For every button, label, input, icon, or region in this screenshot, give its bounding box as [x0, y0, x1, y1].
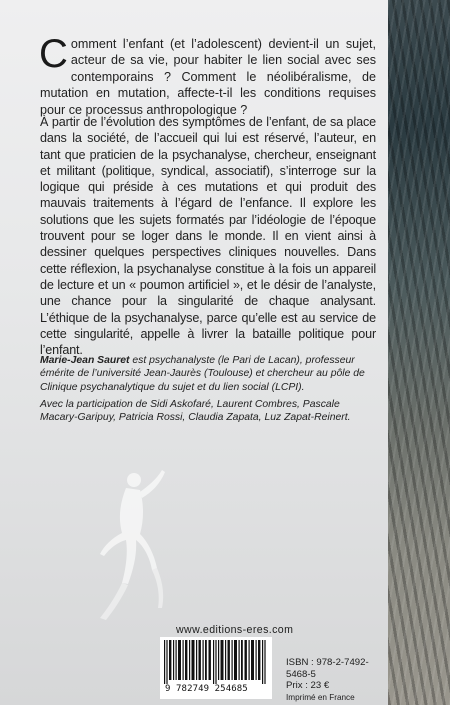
printed-in-text: Imprimé en France [286, 692, 355, 702]
publication-info [286, 657, 388, 703]
drop-cap: C [39, 32, 68, 76]
grass-photo-strip [388, 0, 450, 705]
publisher-website: www.editions-eres.com [176, 624, 294, 636]
summary-paragraph: À partir de l’évolution des symptômes de l’enfant, de sa place dans la société, de l’accueil qui lui est réservé, l’auteur, en tant que praticien de la psychanalyse, chercheur, enseignant et militant (politique, syndical, associatif), s’interroge sur la logique qui préside à ces mutations et qui produit des mauvais traitements à l’égard de l’enfance. Il explore les solutions que les sujets formatés par l’idéologie de l’époque trouvent pour se loger dans le monde. Il en vient ainsi à dessiner quelques perspectives cliniques nouvelles. Dans cette réflexion, la psychanalyse constitue à la fois un appareil de lecture et un « poumon artificiel », et le désir de l’analyste, une chance pour la singularité de chaque analysant. L’éthique de la psychanalyse, parce qu’elle est au service de cette singularité, appelle à livrer la bataille politique pour l’enfant. [40, 115, 376, 358]
intro-paragraph [39, 32, 376, 118]
barcode-bars [164, 640, 268, 684]
isbn-barcode [160, 637, 272, 699]
author-name: Marie-Jean Sauret [40, 355, 130, 366]
barcode-number: 9 782749 254685 [165, 684, 248, 694]
dancer-figure-illustration [82, 458, 177, 623]
author-description: est psychanalyste (le Pari de Lacan), professeur émérite de l’université Jean-Jaurès (Toulouse) et chercheur au pôle de Clinique psychanalytique du sujet et du lien social (LCPI). [40, 355, 365, 393]
author-bio [40, 354, 376, 394]
isbn-text: ISBN : 978-2-7492-5468-5 [286, 657, 369, 680]
participants-note: Avec la participation de Sidi Askofaré, Laurent Combres, Pascale Macary-Garipuy, Patricia Rossi, Claudia Zapata, Luz Zapat-Reinert. [40, 399, 351, 424]
price-text: Prix : 23 € [286, 680, 330, 692]
intro-text: omment l’enfant (et l’adolescent) devient-il un sujet, acteur de sa vie, pour habiter le lien social avec ses contemporains ? Comment le néolibéralisme, de mutation en mutation, affecte-t-il les conditions requises pour ce processus anthropologique ? [40, 37, 376, 117]
